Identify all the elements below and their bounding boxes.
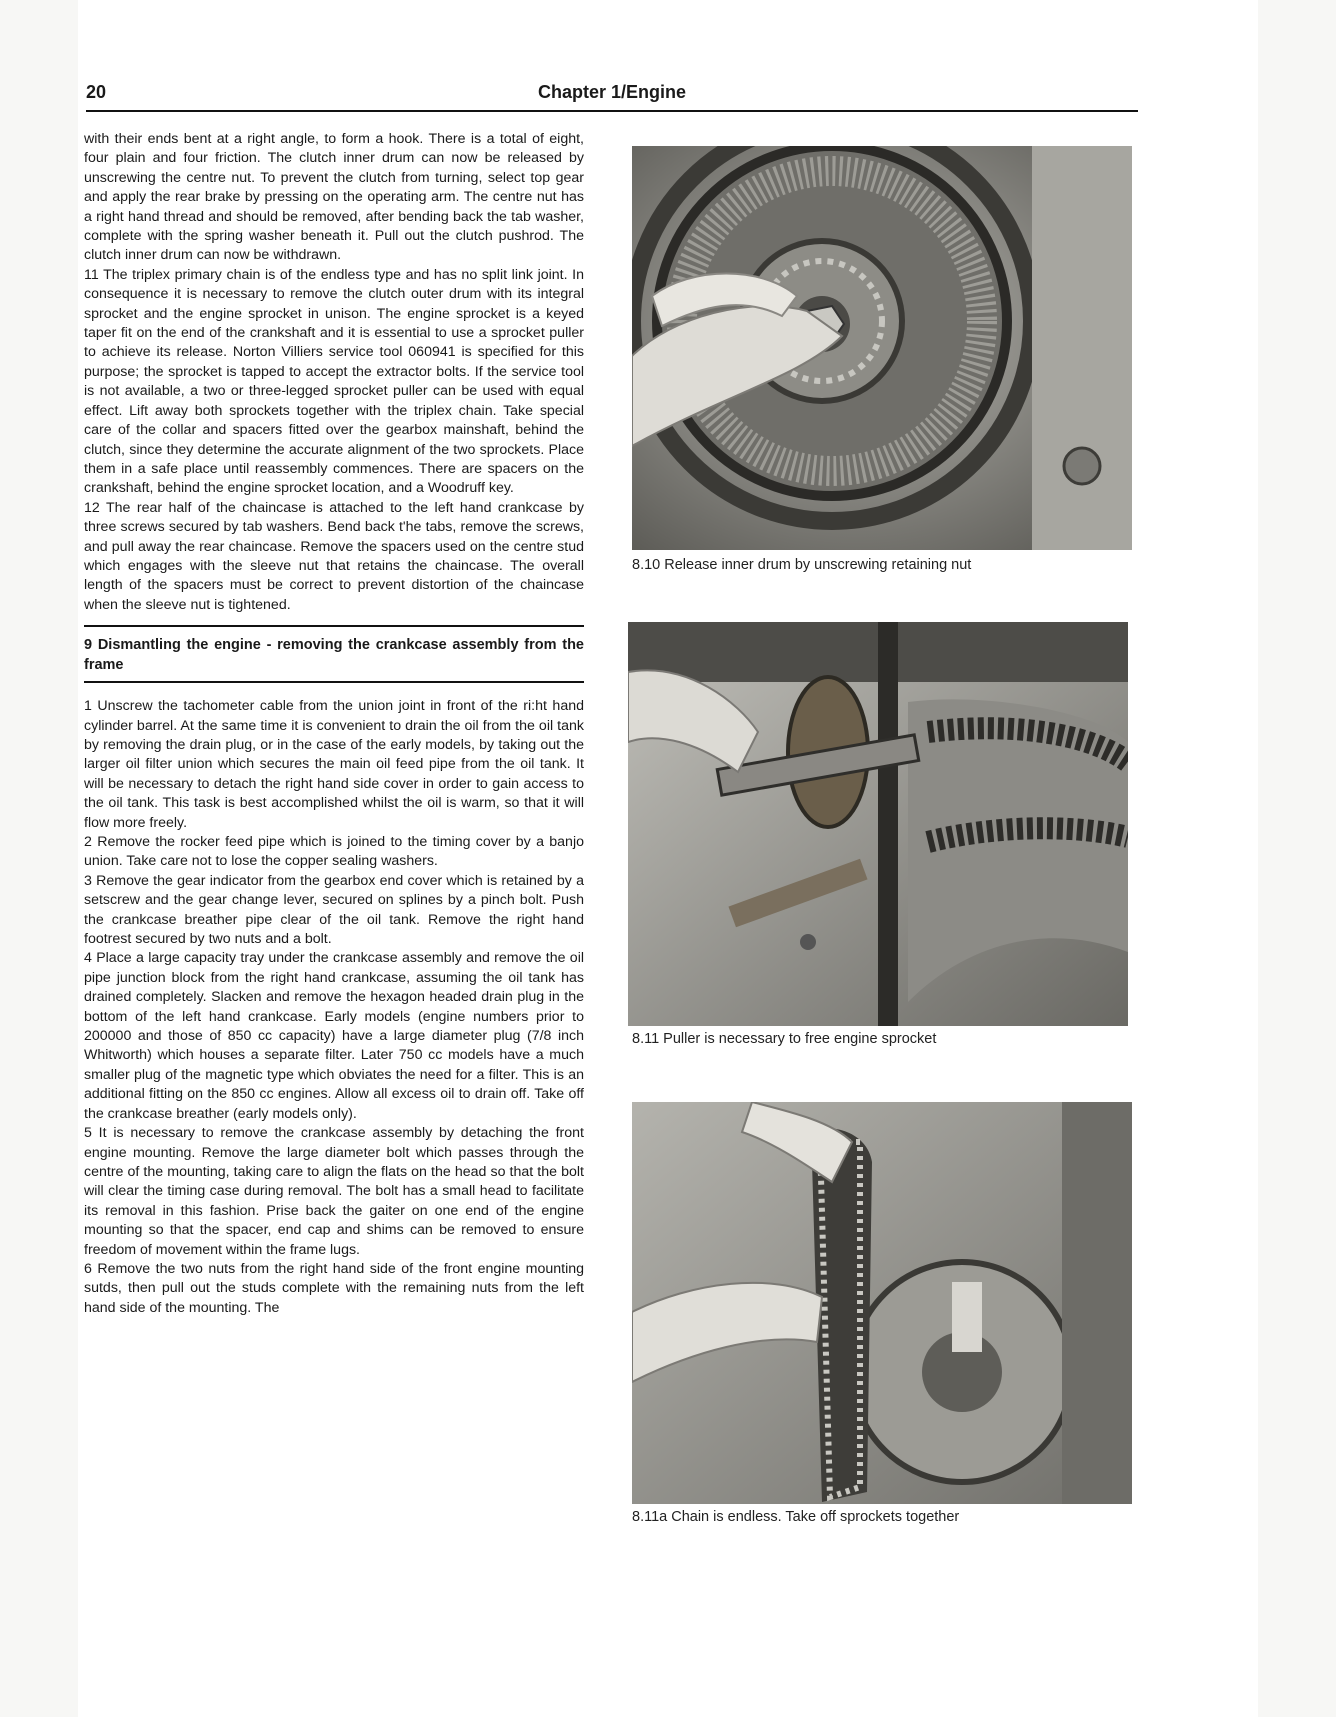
photo-endless-chain xyxy=(632,1102,1132,1504)
step-4: 4 Place a large capacity tray under the crankcase assembly and remove the oil pipe junction block from the right hand crankcase, assuming the oil tank has drained completely. Slacken and remove the hexagon headed drain plug in the bottom of the left hand crankcase. Early models (engine numbers prior to 200000 and those of 850 cc capacity) have a large diameter plug (7/8 inch Whitworth) which houses a separate filter. Later 750 cc models have a much smaller plug of the magnetic type which obviates the need for a filter. This is an additional fitting on the 850 cc engines. Allow all excess oil to drain off. Take off the crankcase breather (early models only). xyxy=(84,950,584,1122)
left-text-column xyxy=(84,130,584,1318)
chapter-title: Chapter 1/Engine xyxy=(537,82,687,102)
section-heading: 9 Dismantling the engine - removing the crankcase assembly from the frame xyxy=(84,637,584,674)
photo-sprocket-puller xyxy=(628,622,1128,1026)
caption-figure-8-11: 8.11 Puller is necessary to free engine sprocket xyxy=(632,1031,937,1047)
step-5: 5 It is necessary to remove the crankcase assembly by detaching the front engine mounting. Remove the large diameter bolt which passes through the centre of the mounting, taking care to align the flats on the head so that the bolt will clear the timing case during removal. The bolt has a small head to facilitate its removal in this fashion. Prise back the gaiter on one end of the engine mounting so that the spacer, end cap and shims can be removed to ensure freedom of movement within the frame lugs. xyxy=(84,1125,584,1258)
page-number: 20 xyxy=(86,82,107,102)
header-rule xyxy=(86,110,1138,112)
step-1: 1 Unscrew the tachometer cable from the union joint in front of the ri:ht hand cylinder barrel. At the same time it is convenient to drain the oil from the oil tank by removing the drain plug, or in the case of the early models, by taking out the larger oil filter union which secures the main oil feed pipe from the oil tank. It will be necessary to detach the right hand side cover in order to gain access to the oil tank. This task is best accomplished whilst the oil is warm, so that it will flow more freely. xyxy=(84,698,584,831)
page-header xyxy=(86,82,1138,108)
paragraph-12: 12 The rear half of the chaincase is attached to the left hand crankcase by three screws secured by tab washers. Bend back t'he tabs, remove the screws, and pull away the rear chaincase. Remove the spacers used on the centre stud which engages with the sleeve nut that retains the chaincase. The overall length of the spacers must be correct to prevent distortion of the chaincase when the sleeve nut is tightened. xyxy=(84,499,584,613)
step-3: 3 Remove the gear indicator from the gearbox end cover which is retained by a setscrew and the gear change lever, secured on splines by a pinch bolt. Push the crankcase breather pipe clear of the oil tank. Remove the right hand footrest secured by two nuts and a bolt. xyxy=(84,872,584,948)
paragraph-11: 11 The triplex primary chain is of the endless type and has no split link joint. In consequence it is necessary to remove the clutch outer drum with its integral sprocket and the engine sprocket in unison. The engine sprocket is a keyed taper fit on the end of the crankshaft and it is essential to use a sprocket puller to achieve its release. Norton Villiers service tool 060941 is specified for this purpose; the sprocket is tapped to accept the extractor bolts. If the service tool is not available, a two or three-legged sprocket puller can be used with equal effect. Lift away both sprockets together with the triplex chain. Take special care of the collar and spacers fitted over the gearbox mainshaft, behind the clutch, since they determine the accurate alignment of the two sprockets. Place them in a safe place until reassembly commences. There are spacers on the crankshaft, behind the engine sprocket location, and a Woodruff key. xyxy=(84,266,584,497)
photo-clutch-drum xyxy=(632,146,1132,550)
section-rule-bottom xyxy=(84,681,584,683)
caption-figure-8-11a: 8.11a Chain is endless. Take off sprockets together xyxy=(632,1509,960,1525)
step-6: 6 Remove the two nuts from the right hand side of the front engine mounting sutds, then pull out the studs complete with the remaining nuts from the left hand side of the mounting. The xyxy=(84,1260,584,1316)
caption-figure-8-10: 8.10 Release inner drum by unscrewing retaining nut xyxy=(632,557,972,573)
intro-paragraph: with their ends bent at a right angle, to form a hook. There is a total of eight, four plain and four friction. The clutch inner drum can now be released by unscrewing the centre nut. To prevent the clutch from turning, select top gear and apply the rear brake by pressing on the operating arm. The centre nut has a right hand thread and should be removed, after bending back the tab washer, complete with the spring washer beneath it. Pull out the clutch pushrod. The clutch inner drum can now be withdrawn. xyxy=(84,131,584,264)
step-2: 2 Remove the rocker feed pipe which is joined to the timing cover by a banjo union. Take care not to lose the copper sealing washers. xyxy=(84,834,584,870)
section-rule-top xyxy=(84,625,584,627)
